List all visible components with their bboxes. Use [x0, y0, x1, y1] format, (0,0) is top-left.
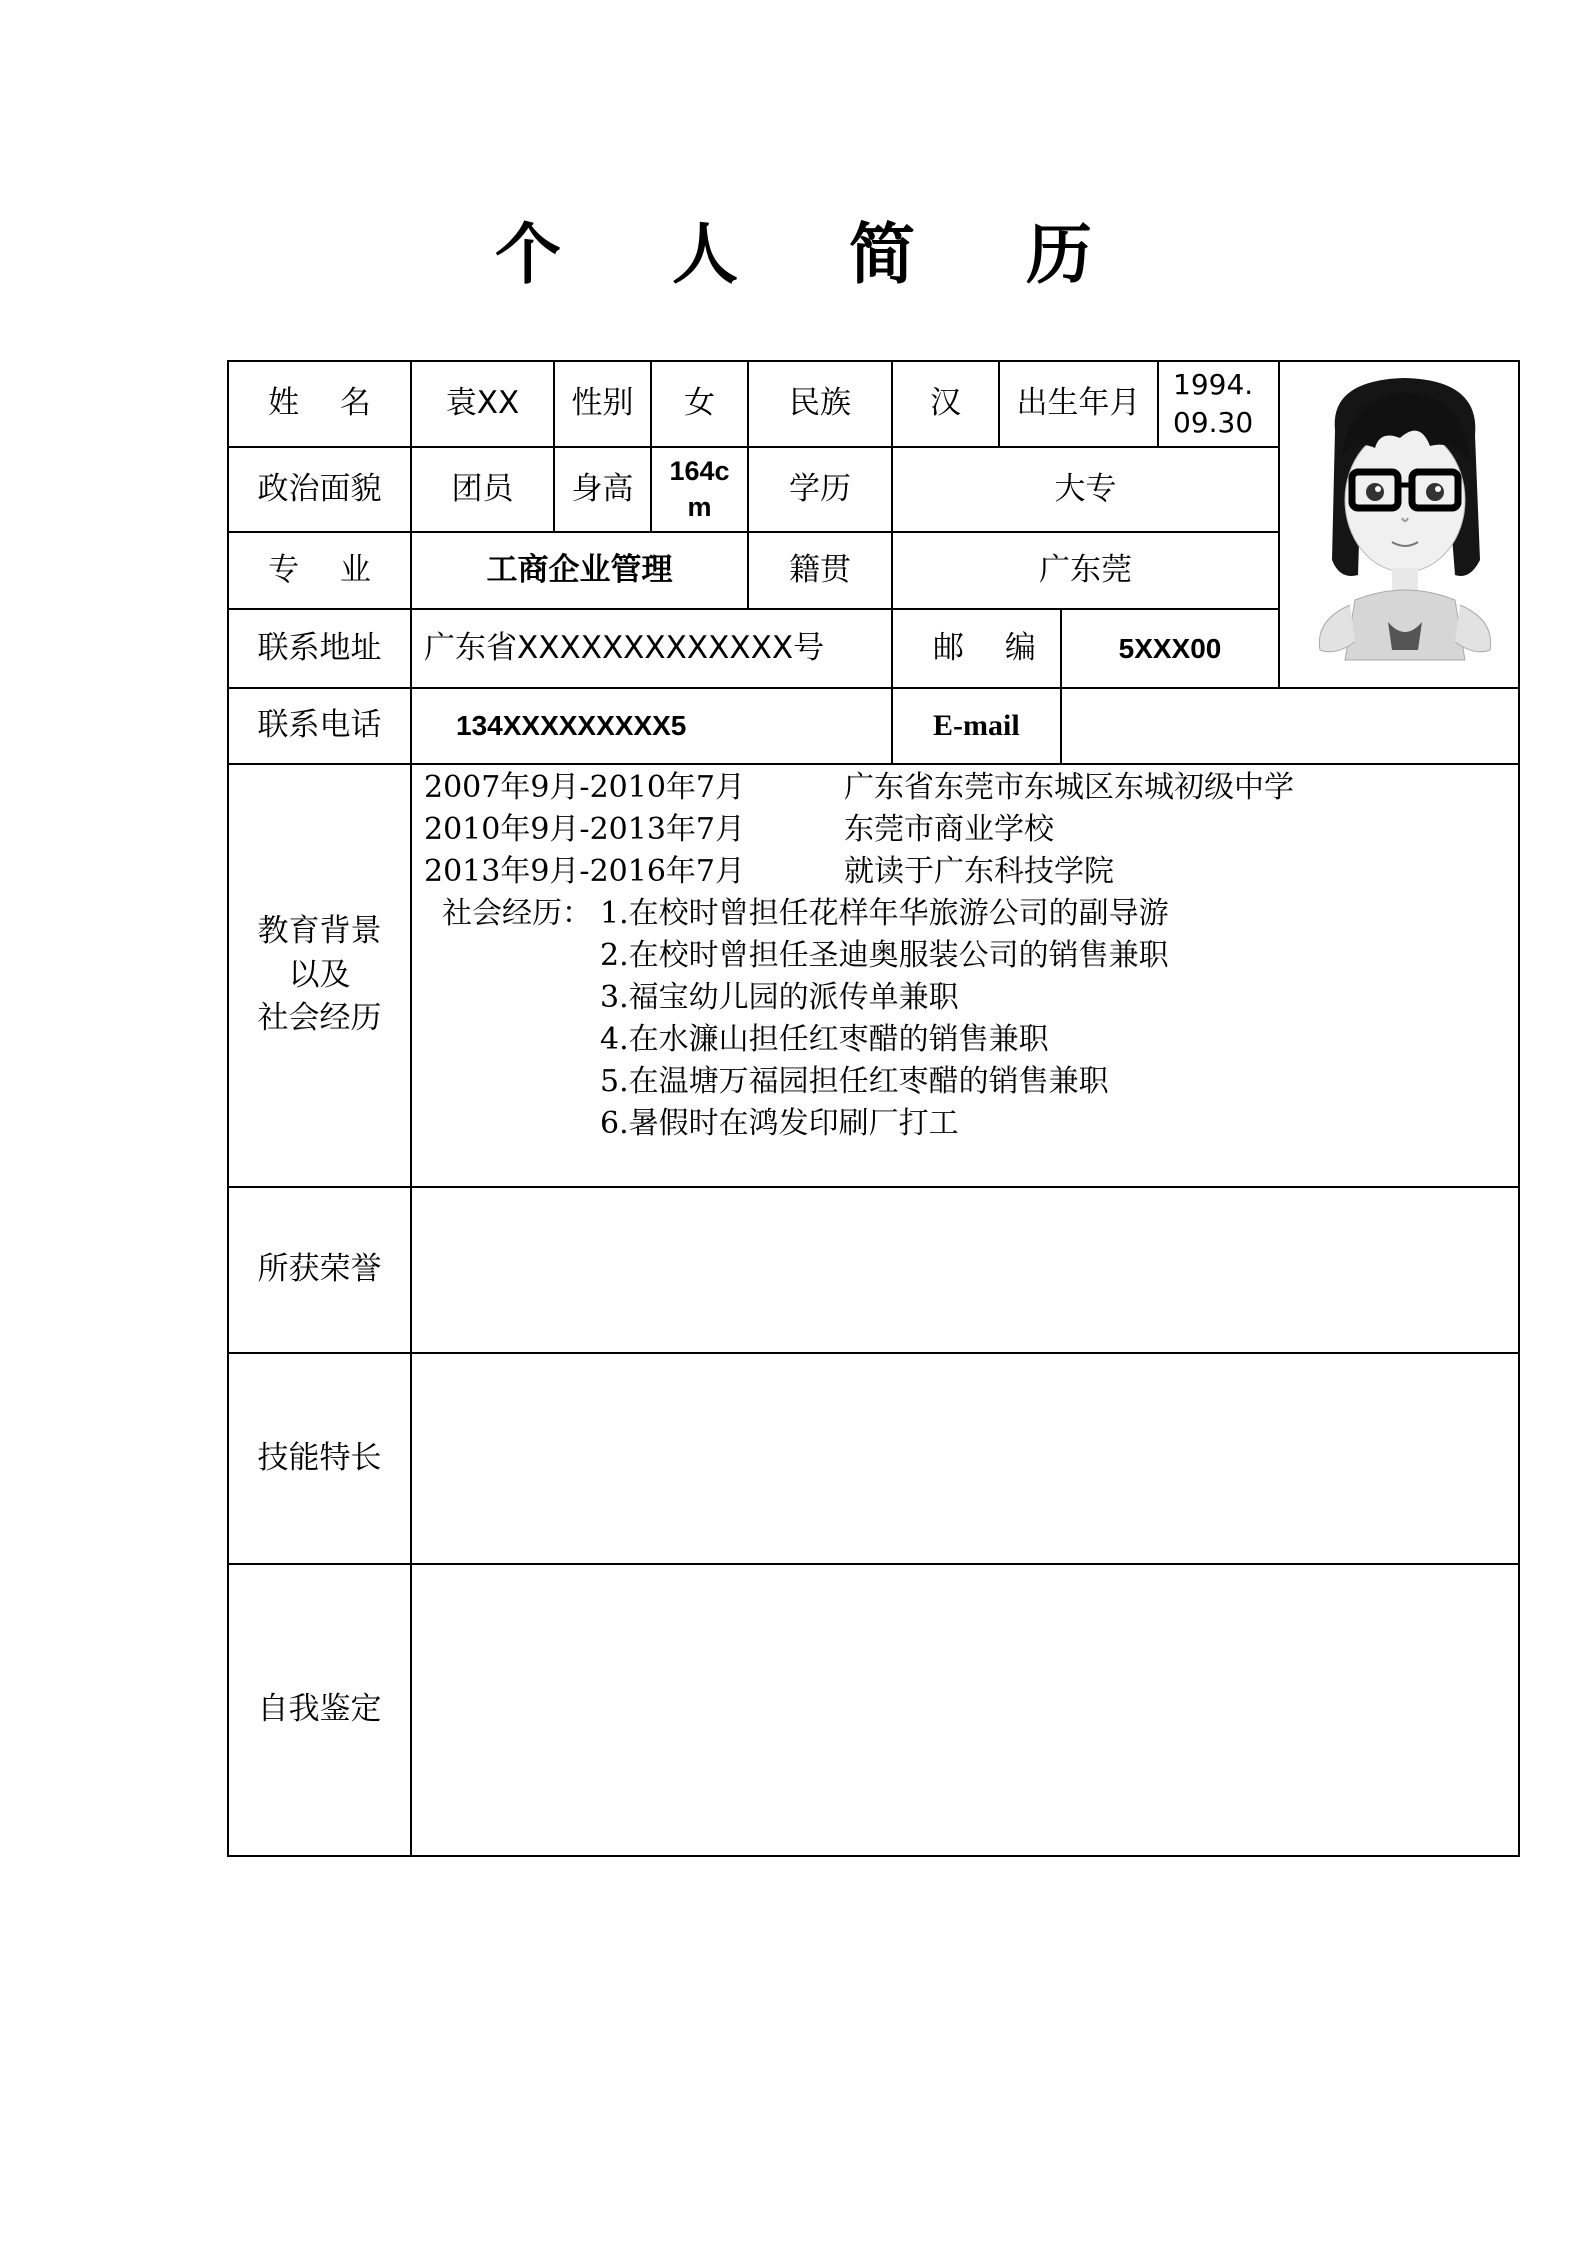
postcode-label: 邮 编 [933, 629, 1036, 666]
birth-value-line-1: 1994. [1173, 368, 1254, 402]
height-value-line-1: 164c [669, 456, 730, 487]
education-school: 东莞市商业学校 [844, 812, 1054, 847]
birth-value-line-2: 09.30 [1173, 406, 1254, 439]
self-evaluation-label: 自我鉴定 [257, 1691, 382, 1728]
social-item: 5.在温塘万福园担任红枣醋的销售兼职 [600, 1064, 1109, 1099]
education-date: 2013年9月-2016年7月 [424, 854, 746, 889]
row-divider [227, 763, 1520, 765]
cartoon-girl-with-glasses-avatar [1280, 360, 1530, 680]
email-value [1062, 689, 1518, 763]
social-entry [424, 1061, 1294, 1103]
ethnicity-label: 民族 [789, 385, 851, 422]
social-entry [424, 935, 1294, 977]
gender-label: 性别 [571, 385, 634, 422]
social-item: 6.暑假时在鸿发印刷厂打工 [600, 1106, 959, 1141]
honors-label: 所获荣誉 [257, 1251, 382, 1288]
social-item: 2.在校时曾担任圣迪奥服装公司的销售兼职 [600, 938, 1169, 973]
birth-label: 出生年月 [1016, 385, 1141, 422]
background-label-line-2: 以及 [288, 956, 351, 993]
major-value: 工商企业管理 [486, 551, 673, 588]
skills-label: 技能特长 [257, 1439, 382, 1476]
gender-value: 女 [684, 385, 715, 422]
education-entry [424, 851, 1294, 893]
social-item: 4.在水濂山担任红枣醋的销售兼职 [600, 1022, 1049, 1057]
social-entry [424, 893, 1294, 935]
background-label [229, 765, 410, 1186]
social-item: 1.在校时曾担任花样年华旅游公司的副导游 [600, 896, 1169, 931]
birth-value [1159, 362, 1278, 446]
email-label: E-mail [933, 708, 1020, 742]
hometown-value: 广东莞 [1039, 551, 1132, 588]
hometown-label: 籍贯 [789, 551, 851, 588]
major-label: 专 业 [268, 551, 371, 588]
ethnicity-value: 汉 [930, 385, 961, 422]
page-title: 个 人 简 历 [495, 216, 1136, 293]
education-school: 广东省东莞市东城区东城初级中学 [844, 770, 1294, 805]
education-date: 2010年9月-2013年7月 [424, 812, 746, 847]
name-value: 袁XX [445, 385, 520, 422]
address-value: 广东省XXXXXXXXXXXXX号 [424, 629, 825, 666]
education-value: 大专 [1054, 470, 1117, 507]
address-label: 联系地址 [257, 629, 382, 666]
skills-value [412, 1354, 1518, 1563]
social-entry [424, 1103, 1294, 1145]
postcode-value: 5XXX00 [1118, 632, 1222, 664]
education-entry [424, 767, 1294, 809]
education-entry [424, 809, 1294, 851]
honors-value [412, 1188, 1518, 1352]
education-date: 2007年9月-2010年7月 [424, 770, 746, 805]
table-border-bottom [227, 1855, 1520, 1857]
phone-value: 134XXXXXXXXX5 [456, 710, 687, 742]
name-label: 姓 名 [268, 385, 371, 422]
education-history [424, 767, 1294, 1145]
background-label-line-1: 教育背景 [257, 913, 382, 950]
background-label-line-3: 社会经历 [257, 1000, 382, 1037]
height-value [652, 448, 747, 531]
social-label: 社会经历： [442, 896, 592, 931]
phone-label: 联系电话 [257, 707, 382, 744]
self-evaluation-value [412, 1565, 1518, 1855]
height-label: 身高 [571, 470, 634, 507]
social-entry [424, 1019, 1294, 1061]
political-value: 团员 [451, 470, 514, 507]
social-entry [424, 977, 1294, 1019]
education-school: 就读于广东科技学院 [844, 854, 1114, 889]
political-label: 政治面貌 [257, 470, 382, 507]
height-value-line-2: m [687, 491, 712, 522]
education-label: 学历 [789, 470, 851, 507]
social-item: 3.福宝幼儿园的派传单兼职 [600, 980, 959, 1015]
